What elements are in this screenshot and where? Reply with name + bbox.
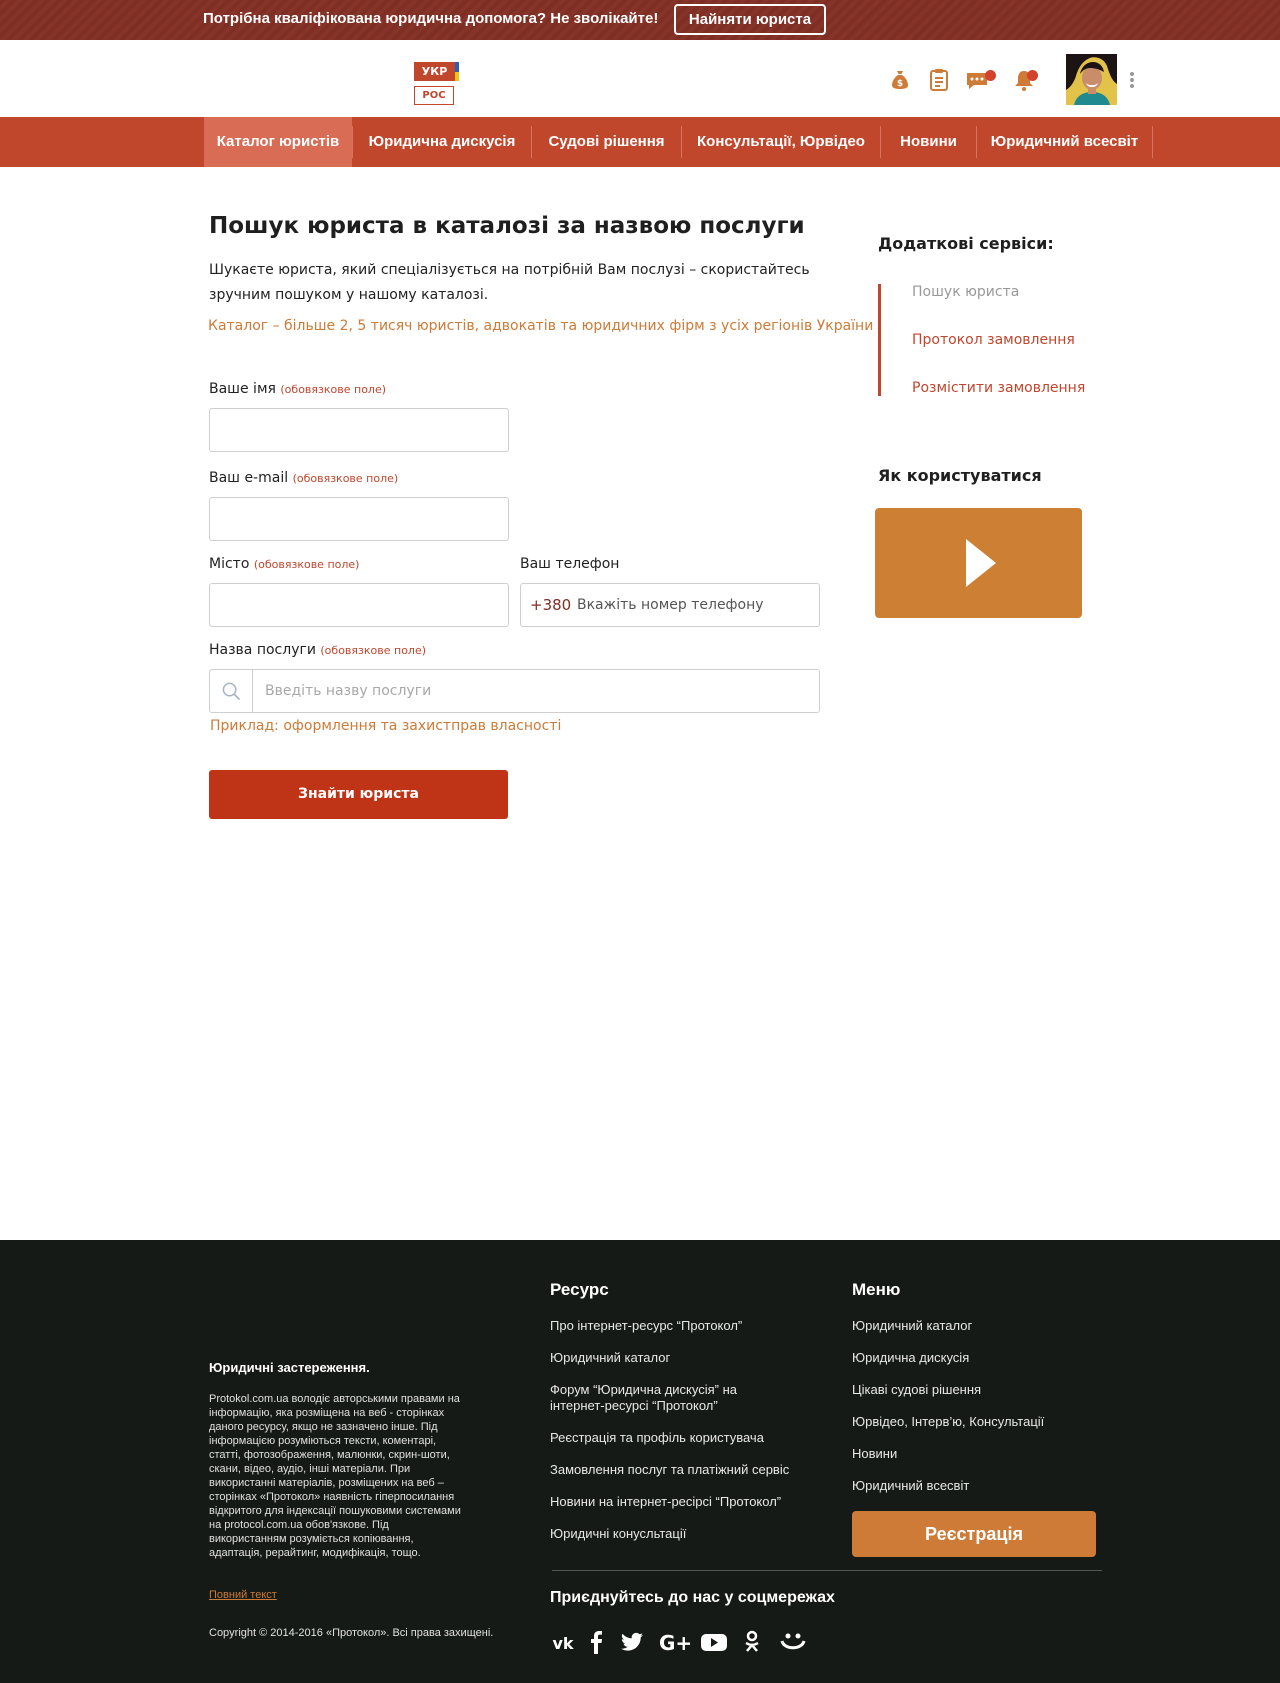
phone-field bbox=[520, 583, 820, 627]
footer-divider bbox=[552, 1570, 1102, 1571]
twitter-icon[interactable] bbox=[620, 1630, 644, 1654]
nav-item-court-decisions[interactable]: Судові рішення bbox=[548, 133, 665, 150]
nav-item-catalog[interactable]: Каталог юристів bbox=[204, 117, 352, 167]
footer-resource-link[interactable]: Юридичні конусльтації bbox=[550, 1526, 687, 1541]
social-title: Приєднуйтесь до нас у соцмережах bbox=[550, 1589, 835, 1606]
lang-ros-button[interactable]: РОС bbox=[414, 86, 454, 105]
copyright: Copyright © 2014-2016 «Протокол». Всі права захищені. bbox=[209, 1627, 494, 1639]
chat-notification-dot bbox=[985, 70, 996, 81]
footer-menu-link[interactable]: Юридична дискусія bbox=[852, 1350, 970, 1365]
intro-text: Шукаєте юриста, який спеціалізується на потрібній Вам послузі – скористайтесь зручним пошуком у нашому каталозі. bbox=[209, 262, 810, 303]
catalog-note: Каталог – більше 2, 5 тисяч юристів, адвокатів та юридичних фірм з усіх регіонів України bbox=[208, 318, 874, 334]
facebook-icon[interactable] bbox=[589, 1630, 603, 1654]
footer bbox=[0, 1240, 1280, 1683]
svg-text:vk: vk bbox=[552, 1634, 574, 1653]
moi-mir-icon[interactable] bbox=[780, 1630, 806, 1654]
service-label: Назва послуги (обовязкове поле) bbox=[209, 642, 427, 658]
bell-notification-dot bbox=[1027, 70, 1038, 81]
svg-text:G+: G+ bbox=[659, 1631, 693, 1655]
nav-item-news[interactable]: Новини bbox=[900, 133, 957, 150]
phone-prefix: +380 bbox=[530, 596, 572, 614]
sidebar-link-order-protocol[interactable]: Протокол замовлення bbox=[912, 332, 1075, 348]
name-input[interactable] bbox=[209, 408, 509, 452]
odnoklassniki-icon[interactable] bbox=[744, 1630, 760, 1654]
nav-divider bbox=[1152, 126, 1153, 158]
footer-resource-link[interactable]: Форум “Юридична дискусія” на інтернет-ресурсі “Протокол” bbox=[550, 1382, 738, 1413]
hire-lawyer-button[interactable]: Найняти юриста bbox=[674, 4, 826, 35]
name-label: Ваше імя (обовязкове поле) bbox=[209, 381, 387, 397]
sidebar-title: Додаткові сервіси: bbox=[878, 234, 1054, 253]
footer-resource-link[interactable]: Замовлення послуг та платіжний сервіс bbox=[550, 1462, 790, 1477]
money-bag-icon[interactable] bbox=[888, 68, 912, 92]
service-input[interactable] bbox=[265, 670, 810, 712]
main-nav bbox=[0, 117, 1280, 167]
lang-ukr-button[interactable]: УКР bbox=[414, 62, 455, 81]
phone-input[interactable] bbox=[577, 584, 817, 626]
promo-text: Потрібна кваліфікована юридична допомога? Не зволікайте! bbox=[203, 10, 659, 27]
footer-menu-link[interactable]: Юрвідео, Інтерв’ю, Консультації bbox=[852, 1414, 1045, 1429]
disclaimer-title: Юридичні застереження. bbox=[209, 1360, 370, 1375]
nav-item-discussion[interactable]: Юридична дискусія bbox=[368, 133, 516, 150]
phone-label: Ваш телефон bbox=[520, 556, 620, 572]
play-icon bbox=[966, 539, 996, 587]
clipboard-icon[interactable] bbox=[927, 68, 951, 92]
vk-icon[interactable] bbox=[551, 1630, 575, 1654]
page-title: Пошук юриста в каталозі за назвою послуги bbox=[209, 213, 805, 239]
footer-menu-link[interactable]: Новини bbox=[852, 1446, 898, 1461]
header bbox=[0, 40, 1280, 117]
nav-item-legal-universe[interactable]: Юридичний всесвіт bbox=[990, 133, 1139, 150]
city-label: Місто (обовязкове поле) bbox=[209, 556, 360, 572]
register-button[interactable]: Реєстрація bbox=[852, 1511, 1096, 1557]
howto-title: Як користуватися bbox=[878, 466, 1042, 485]
full-text-link[interactable]: Повний текст bbox=[209, 1589, 277, 1601]
youtube-icon[interactable] bbox=[701, 1630, 727, 1654]
footer-resource-link[interactable]: Реєстрація та профіль користувача bbox=[550, 1430, 764, 1445]
disclaimer-text: Protokol.com.ua володіє авторськими правами на інформацію, яка розміщена на веб - сторінках даного ресурсу, якщо не зазначено інше. Під інформацією розуміються тексти, коментарі, статті, фотозображення, малюнки, скрин-шоти, скани, відео, аудіо, інші матеріали. При використанні матеріалів, розміщених на веб – сторінках «Протокол» наявність гіперпосилання відкритого для індексації пошуковими системами на protocol.com.ua обов'язкове. Під використанням розуміється копіювання, адаптація, рерайтинг, модифікація, тощо. bbox=[209, 1393, 461, 1559]
footer-menu-link[interactable]: Цікаві судові рішення bbox=[852, 1382, 982, 1397]
email-input[interactable] bbox=[209, 497, 509, 541]
email-label: Ваш e-mail (обовязкове поле) bbox=[209, 470, 399, 486]
resource-title: Ресурс bbox=[550, 1280, 609, 1299]
menu-title: Меню bbox=[852, 1280, 901, 1299]
footer-resource-link[interactable]: Юридичний каталог bbox=[550, 1350, 671, 1365]
city-input[interactable] bbox=[209, 583, 509, 627]
ukraine-flag-icon bbox=[455, 62, 459, 81]
find-lawyer-button[interactable]: Знайти юриста bbox=[209, 770, 508, 819]
google-plus-icon[interactable] bbox=[659, 1630, 693, 1655]
footer-resource-link[interactable]: Новини на інтернет-ресірсі “Протокол” bbox=[550, 1494, 782, 1509]
sidebar-accent-line bbox=[878, 284, 881, 396]
promo-bar bbox=[0, 0, 1280, 40]
howto-video[interactable] bbox=[875, 508, 1082, 618]
service-example: Приклад: оформлення та захистправ власності bbox=[210, 718, 562, 734]
footer-resource-link[interactable]: Про інтернет-ресурс “Протокол” bbox=[550, 1318, 743, 1333]
service-field bbox=[209, 669, 820, 713]
more-menu-icon[interactable] bbox=[1130, 72, 1134, 90]
footer-menu-link[interactable]: Юридичний каталог bbox=[852, 1318, 973, 1333]
footer-menu-link[interactable]: Юридичний всесвіт bbox=[852, 1478, 970, 1493]
svg-text:$: $ bbox=[896, 79, 904, 89]
nav-item-consultations[interactable]: Консультації, Юрвідео bbox=[697, 133, 865, 150]
sidebar-link-place-order[interactable]: Розмістити замовлення bbox=[912, 380, 1086, 396]
search-icon[interactable] bbox=[210, 670, 253, 712]
sidebar-link-find-lawyer[interactable]: Пошук юриста bbox=[912, 284, 1020, 300]
avatar[interactable] bbox=[1066, 54, 1117, 105]
